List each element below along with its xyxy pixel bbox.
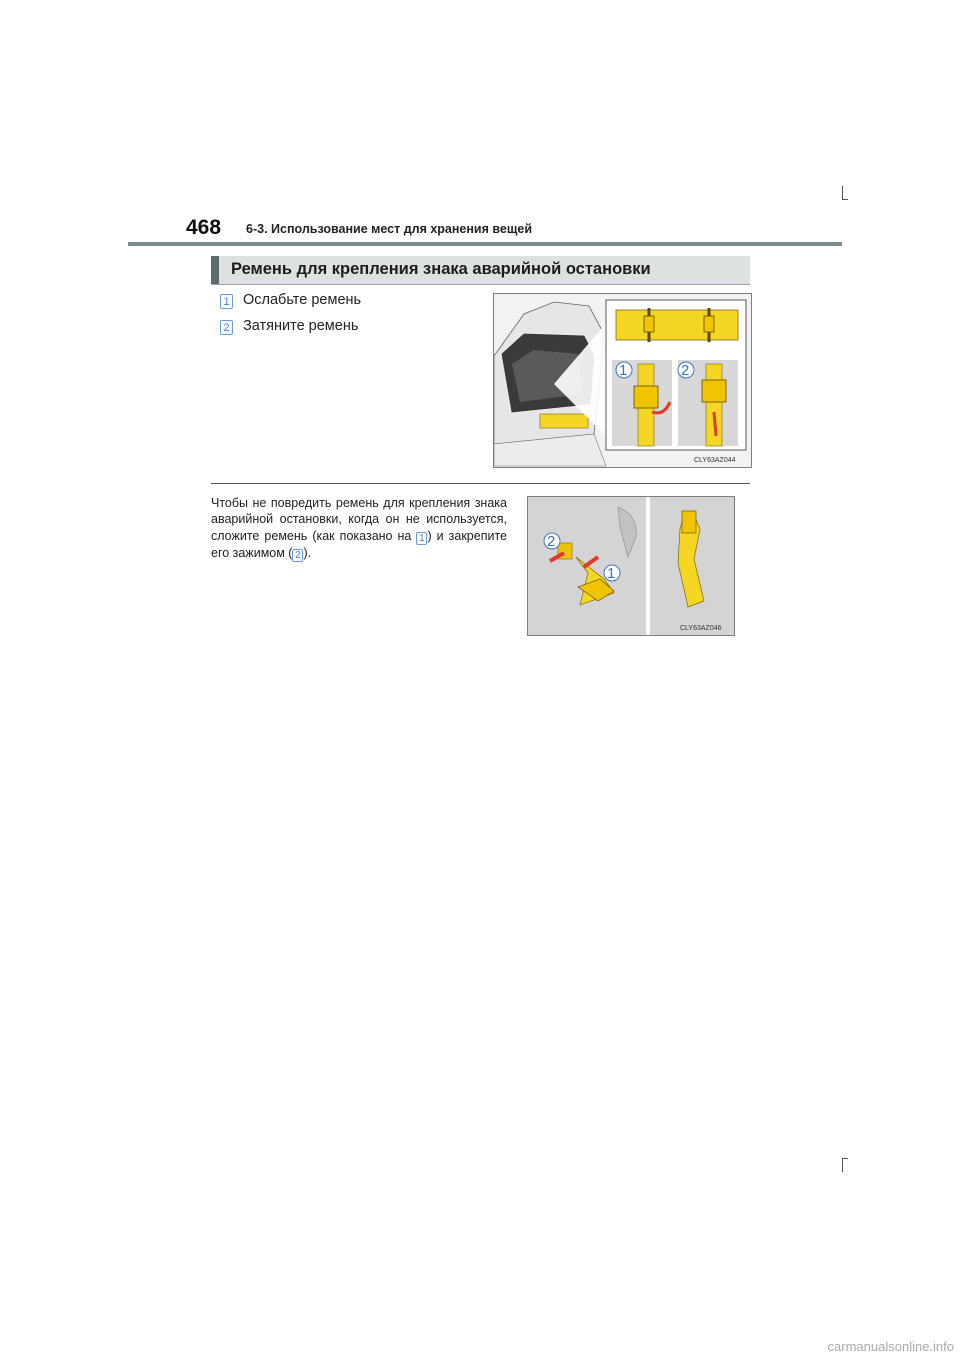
paragraph xyxy=(211,495,507,562)
strap-location-marker xyxy=(540,414,588,428)
crop-mark-bottom xyxy=(842,1158,843,1172)
divider xyxy=(211,483,750,484)
paragraph-part1: Чтобы не повредить ремень для крепления знака аварийной остановки, когда он не используется, сложите ремень (как показано на xyxy=(211,496,507,543)
fig2-label-1: 1 xyxy=(607,565,616,582)
fig1-label-2: 2 xyxy=(681,362,690,379)
tighten-arrow xyxy=(714,412,716,436)
crop-mark-bottom-h xyxy=(842,1158,848,1159)
figure-strap-clip xyxy=(527,496,735,636)
paragraph-ref-2: 2 xyxy=(292,549,303,562)
crop-mark-top-h xyxy=(842,199,848,200)
watermark: carmanualsonline.info xyxy=(827,1339,954,1354)
step-1-text: Ослабьте ремень xyxy=(243,292,362,308)
heading-underline xyxy=(211,284,750,285)
figure-trunk-strap xyxy=(493,293,752,468)
header-rule xyxy=(128,242,842,246)
strap-clip-illustration xyxy=(528,497,734,635)
paragraph-part3: ). xyxy=(303,545,312,560)
fig1-code: CLY63AZ044 xyxy=(694,457,736,464)
page-number: 468 xyxy=(186,216,222,239)
fig1-label-1: 1 xyxy=(619,362,628,379)
section-heading: Ремень для крепления знака аварийной остановки xyxy=(231,260,651,278)
fig2-code: CLY63AZ046 xyxy=(680,625,722,632)
step-2-text: Затяните ремень xyxy=(243,318,359,334)
crop-mark-top xyxy=(842,186,843,200)
paragraph-part2: ) и закрепите его зажимом ( xyxy=(211,528,508,560)
trunk-strap-illustration xyxy=(494,294,751,467)
section-title: 6-3. Использование мест для хранения вещей xyxy=(246,222,533,236)
section-heading-bar xyxy=(211,256,750,284)
fig2-label-2: 2 xyxy=(547,533,556,550)
step-2-number: 2 xyxy=(220,320,233,335)
step-1-number: 1 xyxy=(220,294,233,309)
paragraph-ref-1: 1 xyxy=(416,532,427,545)
